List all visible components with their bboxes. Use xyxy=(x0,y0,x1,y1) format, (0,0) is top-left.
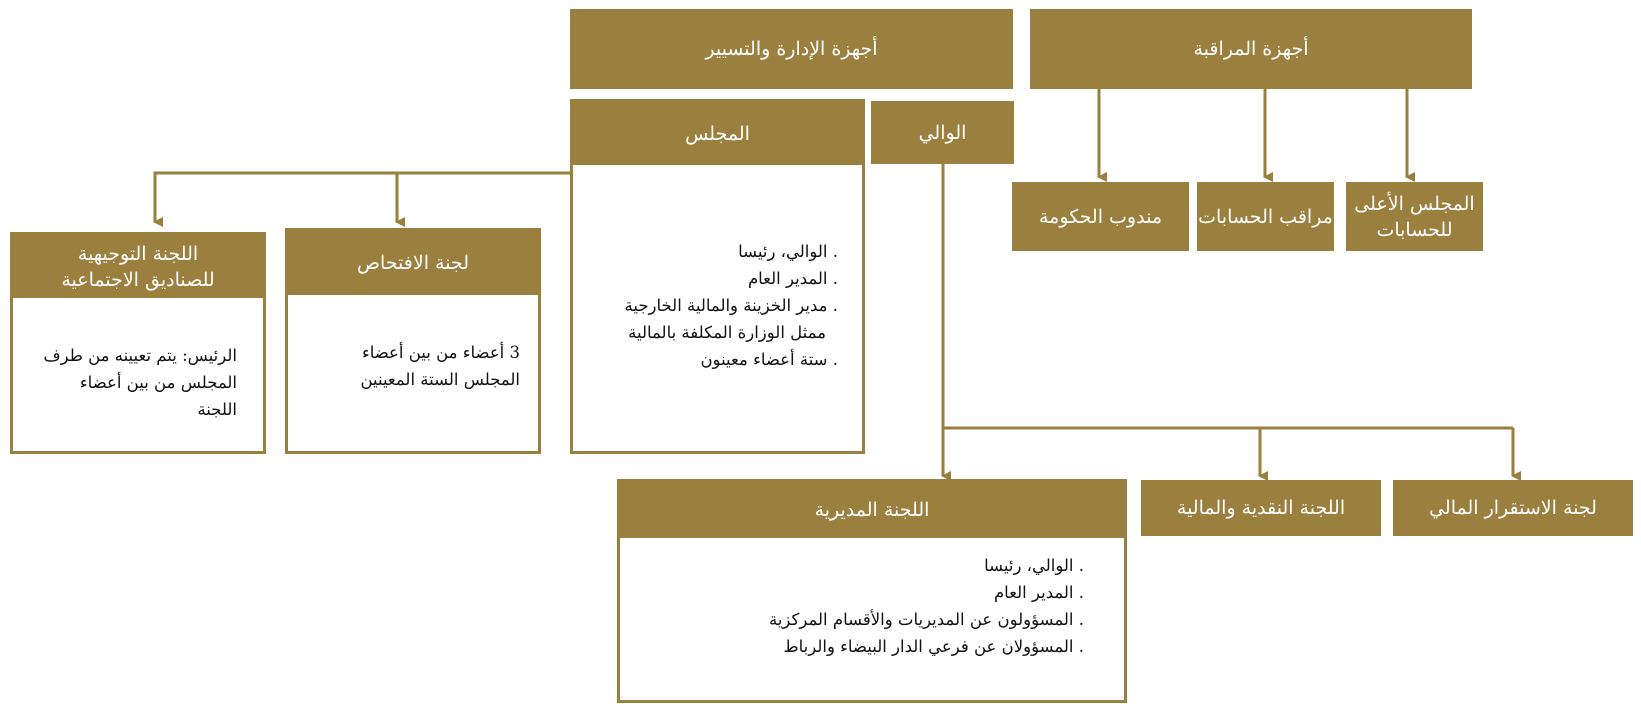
supreme-council-box xyxy=(1346,182,1483,251)
directorate-committee-members xyxy=(620,538,1124,660)
council-to-committees-line xyxy=(155,173,570,222)
council-panel xyxy=(570,99,865,454)
steering-committee-title: اللجنة التوجيهية للصناديق الاجتماعية xyxy=(61,242,215,291)
financial-stability-box xyxy=(1393,480,1633,536)
directorate-member: . المسؤولان عن فرعي الدار البيضاء والرباط xyxy=(783,637,1084,656)
directorate-committee-header xyxy=(620,482,1124,538)
auditor-box xyxy=(1197,182,1334,251)
management-bodies-header xyxy=(570,9,1013,89)
directorate-member: . الوالي، رئيسا xyxy=(984,556,1084,575)
steering-committee-header xyxy=(13,235,263,298)
steering-committee-panel xyxy=(10,232,266,454)
governor-label: الوالي xyxy=(918,121,967,144)
gov-rep-box xyxy=(1012,182,1189,251)
financial-stability-label: لجنة الاستقرار المالي xyxy=(1429,497,1597,519)
oversight-bodies-header xyxy=(1030,9,1472,89)
council-member: ممثل الوزارة المكلفة بالمالية xyxy=(628,323,826,342)
oversight-bodies-header-label: أجهزة المراقبة xyxy=(1193,38,1309,60)
audit-committee-panel xyxy=(285,228,541,454)
governor-box xyxy=(871,101,1014,164)
council-title: المجلس xyxy=(685,122,750,145)
auditor-label: مراقب الحسابات xyxy=(1198,205,1333,228)
council-member: . ستة أعضاء معينون xyxy=(700,350,838,369)
management-bodies-header-label: أجهزة الإدارة والتسيير xyxy=(705,38,878,60)
council-member: . الوالي، رئيسا xyxy=(738,242,838,261)
council-member: . مدير الخزينة والمالية الخارجية xyxy=(624,296,838,315)
audit-committee-body: 3 أعضاء من بين أعضاء المجلس الستة المعينين xyxy=(360,343,520,389)
audit-committee-title: لجنة الافتحاص xyxy=(357,252,469,274)
council-header xyxy=(573,102,862,165)
directorate-committee-title: اللجنة المديرية xyxy=(814,499,930,521)
audit-committee-header xyxy=(288,231,538,295)
directorate-committee-panel xyxy=(617,479,1127,703)
gov-rep-label: مندوب الحكومة xyxy=(1039,205,1162,228)
supreme-council-label: المجلس الأعلى للحسابات xyxy=(1354,192,1475,241)
council-members xyxy=(573,165,862,373)
steering-committee-body: الرئيس: يتم تعيينه من طرف المجلس من بين أعضاء اللجنة xyxy=(43,346,237,419)
council-member: . المدير العام xyxy=(747,269,838,288)
monetary-committee-box xyxy=(1141,480,1381,536)
directorate-member: . المسؤولون عن المديريات والأقسام المركزية xyxy=(768,610,1084,629)
monetary-committee-label: اللجنة النقدية والمالية xyxy=(1176,497,1346,519)
directorate-member: . المدير العام xyxy=(993,583,1084,602)
